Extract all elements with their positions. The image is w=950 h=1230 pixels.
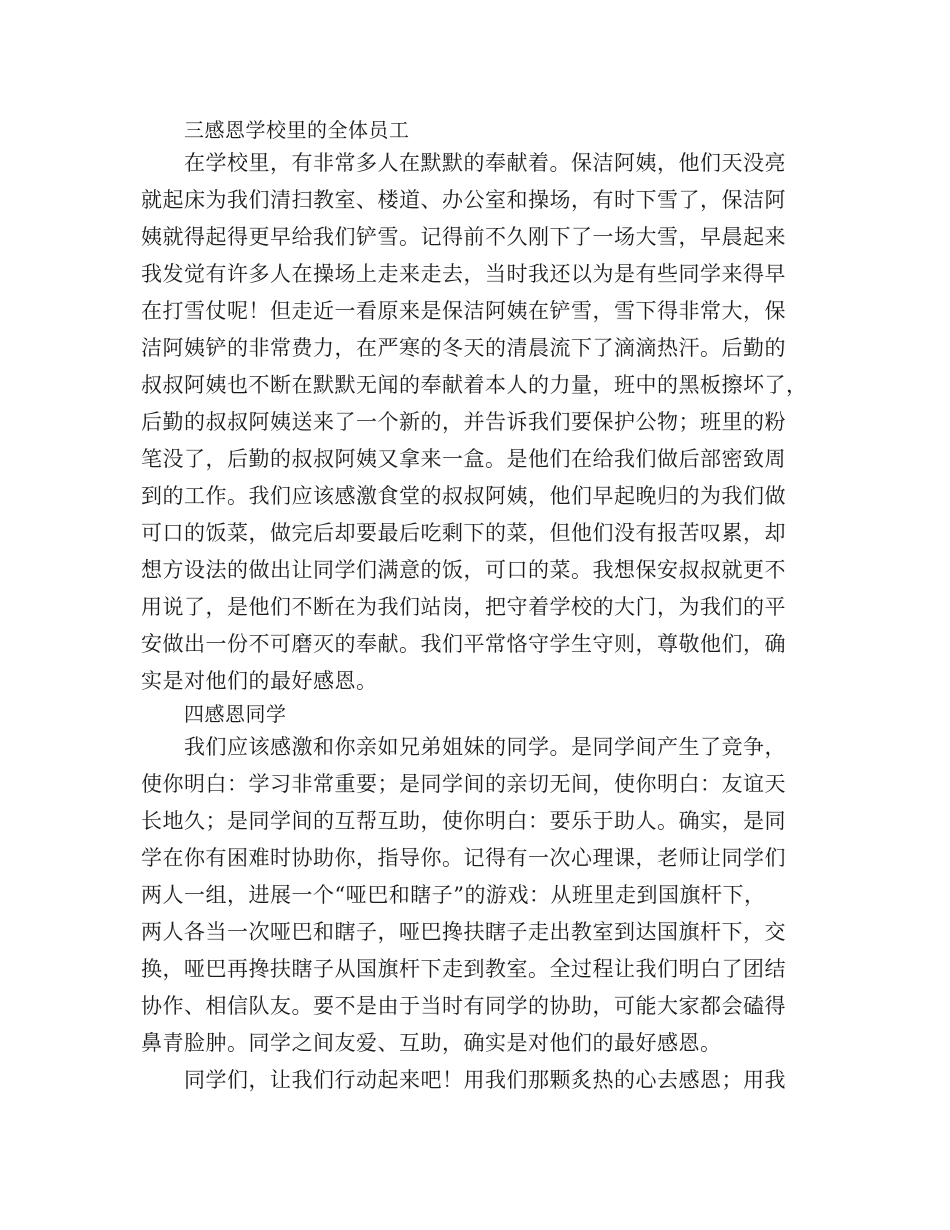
paragraph-line: 两人各当一次哑巴和瞎子，哑巴搀扶瞎子走出教室到达国旗杆下，交 — [141, 920, 786, 944]
paragraph-line: 我们应该感激和你亲如兄弟姐妹的同学。是同学间产生了竞争， — [184, 735, 786, 759]
paragraph-line: 安做出一份不可磨灭的奉献。我们平常恪守学生守则，尊敬他们，确 — [141, 632, 786, 656]
paragraph-line: 两人一组，进展一个“哑巴和瞎子”的游戏：从班里走到国旗杆下， — [141, 883, 766, 907]
paragraph-line: 实是对他们的最好感恩。 — [141, 669, 378, 693]
paragraph-line: 笔没了，后勤的叔叔阿姨又拿来一盒。是他们在给我们做后部密致周 — [141, 447, 786, 471]
paragraph-line: 在打雪仗呢！但走近一看原来是保洁阿姨在铲雪，雪下得非常大，保 — [141, 299, 786, 323]
paragraph-line: 我发觉有许多人在操场上走来走去，当时我还以为是有些同学来得早 — [141, 262, 786, 286]
section-heading-3: 三感恩学校里的全体员工 — [184, 118, 410, 142]
paragraph-line: 姨就得起得更早给我们铲雪。记得前不久刚下了一场大雪，早晨起来 — [141, 225, 786, 249]
paragraph-line: 叔叔阿姨也不断在默默无闻的奉献着本人的力量，班中的黑板擦坏了， — [141, 373, 808, 397]
paragraph-line: 到的工作。我们应该感激食堂的叔叔阿姨，他们早起晚归的为我们做 — [141, 484, 786, 508]
paragraph-line: 鼻青脸肿。同学之间友爱、互助，确实是对他们的最好感恩。 — [141, 1031, 722, 1055]
paragraph-line: 长地久；是同学间的互帮互助，使你明白：要乐于助人。确实，是同 — [141, 809, 786, 833]
paragraph-line: 使你明白：学习非常重要；是同学间的亲切无间，使你明白：友谊天 — [141, 772, 786, 796]
paragraph-line: 想方设法的做出让同学们满意的饭，可口的菜。我想保安叔叔就更不 — [141, 558, 786, 582]
section-heading-4: 四感恩同学 — [184, 702, 287, 726]
paragraph-line: 协作、相信队友。要不是由于当时有同学的协助，可能大家都会磕得 — [141, 994, 786, 1018]
paragraph-line: 就起床为我们清扫教室、楼道、办公室和操场，有时下雪了，保洁阿 — [141, 188, 786, 212]
paragraph-line: 换，哑巴再搀扶瞎子从国旗杆下走到教室。全过程让我们明白了团结 — [141, 957, 786, 981]
paragraph-line: 可口的饭菜，做完后却要最后吃剩下的菜，但他们没有报苦叹累，却 — [141, 521, 786, 545]
paragraph-line: 洁阿姨铲的非常费力，在严寒的冬天的清晨流下了滴滴热汗。后勤的 — [141, 336, 786, 360]
paragraph-line: 在学校里，有非常多人在默默的奉献着。保洁阿姨，他们天没亮 — [184, 151, 786, 175]
paragraph-line: 同学们，让我们行动起来吧！用我们那颗炙热的心去感恩；用我 — [184, 1068, 786, 1092]
paragraph-line: 用说了，是他们不断在为我们站岗，把守着学校的大门，为我们的平 — [141, 595, 786, 619]
paragraph-line: 学在你有困难时协助你，指导你。记得有一次心理课，老师让同学们 — [141, 846, 786, 870]
paragraph-line: 后勤的叔叔阿姨送来了一个新的，并告诉我们要保护公物；班里的粉 — [141, 410, 786, 434]
